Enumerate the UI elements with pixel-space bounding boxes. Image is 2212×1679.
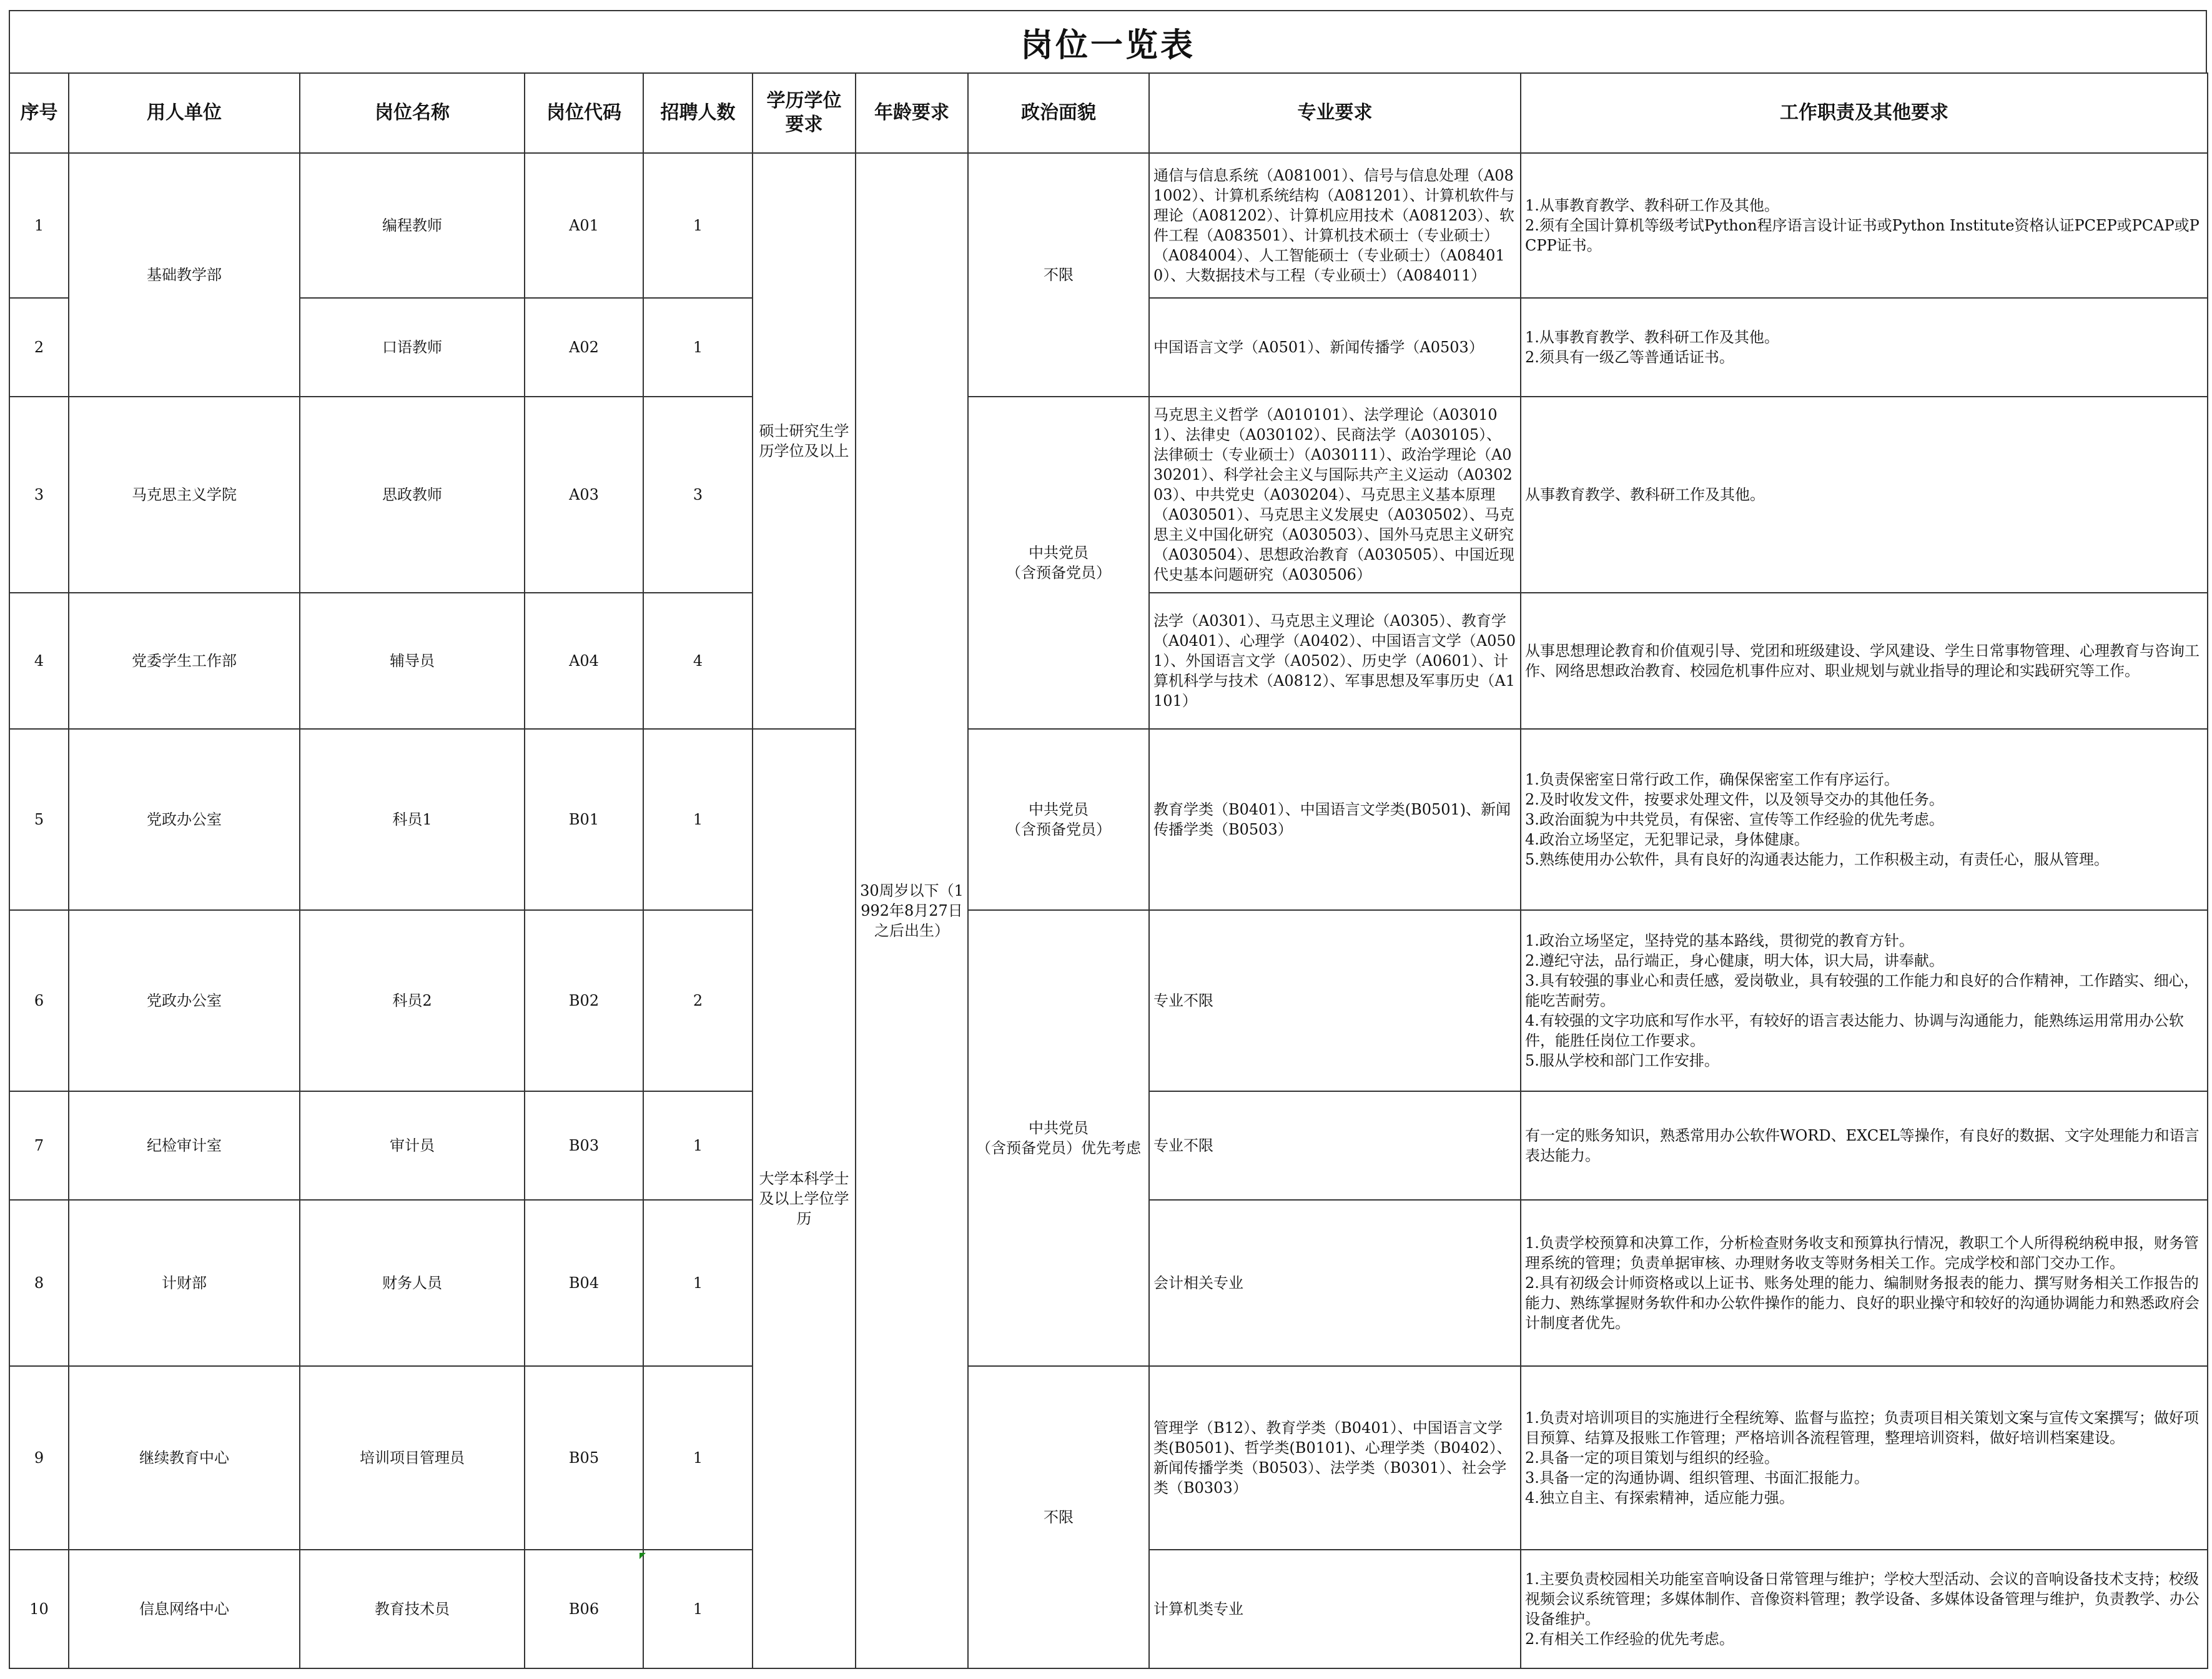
cell-count: 1 — [643, 298, 753, 397]
cell-unit: 信息网络中心 — [69, 1550, 300, 1668]
cell-position: 编程教师 — [300, 153, 525, 298]
cell-seq: 7 — [9, 1091, 69, 1200]
cell-unit: 党政办公室 — [69, 910, 300, 1091]
cell-duties: 1.从事教育教学、教科研工作及其他。 2.须具有一级乙等普通话证书。 — [1521, 298, 2208, 397]
cell-major: 管理学（B12）、教育学类（B0401）、中国语言文学类(B0501)、哲学类(B0101)、心理学类（B0402）、新闻传播学类（B0503）、法学类（B0301）、社会学类（B0303） — [1149, 1366, 1521, 1550]
cell-political: 中共党员 （含预备党员） — [968, 729, 1149, 910]
cell-position: 口语教师 — [300, 298, 525, 397]
header-education: 学历学位 要求 — [753, 73, 856, 153]
cell-count: 3 — [643, 397, 753, 593]
cell-major: 通信与信息系统（A081001）、信号与信息处理（A081002）、计算机系统结构（A081201）、计算机软件与理论（A081202）、计算机应用技术（A081203）、软件工程（A083501）、计算机技术硕士（专业硕士）（A084004）、人工智能硕士（专业硕士）（A084010）、大数据技术与工程（专业硕士）（A084011） — [1149, 153, 1521, 298]
cell-duties: 有一定的账务知识，熟悉常用办公软件WORD、EXCEL等操作，有良好的数据、文字处理能力和语言表达能力。 — [1521, 1091, 2208, 1200]
header-row — [9, 73, 2208, 153]
cell-unit: 党政办公室 — [69, 729, 300, 910]
cell-major: 法学（A0301）、马克思主义理论（A0305）、教育学（A0401）、心理学（A0402）、中国语言文学（A0501）、外国语言文学（A0502）、历史学（A0601）、计算机科学与技术（A0812）、军事思想及军事历史（A1101） — [1149, 593, 1521, 729]
table-row — [9, 397, 2208, 593]
cell-major: 专业不限 — [1149, 1091, 1521, 1200]
cell-seq: 10 — [9, 1550, 69, 1668]
cell-position: 科员1 — [300, 729, 525, 910]
cell-seq: 1 — [9, 153, 69, 298]
header-count: 招聘人数 — [643, 73, 753, 153]
cell-major: 中国语言文学（A0501）、新闻传播学（A0503） — [1149, 298, 1521, 397]
header-seq: 序号 — [9, 73, 69, 153]
cell-position: 财务人员 — [300, 1200, 525, 1366]
cell-comment-marker — [639, 1553, 646, 1559]
table-row — [9, 729, 2208, 910]
cell-political: 中共党员 （含预备党员） — [968, 397, 1149, 729]
cell-political: 不限 — [968, 153, 1149, 397]
positions-table — [9, 72, 2208, 1669]
cell-position: 思政教师 — [300, 397, 525, 593]
header-major: 专业要求 — [1149, 73, 1521, 153]
cell-unit: 纪检审计室 — [69, 1091, 300, 1200]
cell-unit: 继续教育中心 — [69, 1366, 300, 1550]
cell-major: 专业不限 — [1149, 910, 1521, 1091]
cell-duties: 1.主要负责校园相关功能室音响设备日常管理与维护；学校大型活动、会议的音响设备技术支持；校级视频会议系统管理；多媒体制作、音像资料管理；教学设备、多媒体设备管理与维护，负责教学、办公设备维护。 2.有相关工作经验的优先考虑。 — [1521, 1550, 2208, 1668]
cell-count: 1 — [643, 1366, 753, 1550]
cell-unit: 马克思主义学院 — [69, 397, 300, 593]
cell-code: B01 — [525, 729, 643, 910]
cell-unit: 党委学生工作部 — [69, 593, 300, 729]
spreadsheet — [9, 10, 2207, 1669]
header-code: 岗位代码 — [525, 73, 643, 153]
cell-duties: 1.负责保密室日常行政工作，确保保密室工作有序运行。 2.及时收发文件，按要求处理文件，以及领导交办的其他任务。 3.政治面貌为中共党员，有保密、宣传等工作经验的优先考虑。 4.政治立场坚定，无犯罪记录，身体健康。 5.熟练使用办公软件，具有良好的沟通表达能力，工作积极主动，有责任心，服从管理。 — [1521, 729, 2208, 910]
cell-duties: 1.负责对培训项目的实施进行全程统筹、监督与监控；负责项目相关策划文案与宣传文案撰写；做好项目预算、结算及报账工作管理；严格培训各流程管理，整理培训资料，做好培训档案建设。 2.具备一定的项目策划与组织的经验。 3.具备一定的沟通协调、组织管理、书面汇报能力。 4.独立自主、有探索精神，适应能力强。 — [1521, 1366, 2208, 1550]
cell-duties: 1.从事教育教学、教科研工作及其他。 2.须有全国计算机等级考试Python程序语言设计证书或Python Institute资格认证PCEP或PCAP或PCPP证书。 — [1521, 153, 2208, 298]
cell-code: B04 — [525, 1200, 643, 1366]
cell-code: A03 — [525, 397, 643, 593]
cell-count: 4 — [643, 593, 753, 729]
title-row — [9, 10, 2207, 72]
cell-major: 会计相关专业 — [1149, 1200, 1521, 1366]
cell-seq: 3 — [9, 397, 69, 593]
cell-education: 硕士研究生学历学位及以上 — [753, 153, 856, 729]
cell-unit: 计财部 — [69, 1200, 300, 1366]
cell-position: 培训项目管理员 — [300, 1366, 525, 1550]
cell-code: B05 — [525, 1366, 643, 1550]
cell-position: 教育技术员 — [300, 1550, 525, 1668]
cell-education: 大学本科学士及以上学位学历 — [753, 729, 856, 1668]
header-unit: 用人单位 — [69, 73, 300, 153]
cell-count: 1 — [643, 1091, 753, 1200]
cell-major: 计算机类专业 — [1149, 1550, 1521, 1668]
cell-unit: 基础教学部 — [69, 153, 300, 397]
table-row — [9, 1366, 2208, 1550]
cell-major: 马克思主义哲学（A010101）、法学理论（A030101）、法律史（A030102）、民商法学（A030105）、法律硕士（专业硕士）（A030111）、政治学理论（A030201）、科学社会主义与国际共产主义运动（A030203）、中共党史（A030204）、马克思主义基本原理（A030501）、马克思主义发展史（A030502）、马克思主义中国化研究（A030503）、国外马克思主义研究（A030504）、思想政治教育（A030505）、中国近现代史基本问题研究（A030506） — [1149, 397, 1521, 593]
cell-seq: 5 — [9, 729, 69, 910]
cell-duties: 1.政治立场坚定，坚持党的基本路线，贯彻党的教育方针。 2.遵纪守法，品行端正，身心健康，明大体，识大局，讲奉献。 3.具有较强的事业心和责任感，爱岗敬业，具有较强的工作能力和良好的合作精神，工作踏实、细心，能吃苦耐劳。 4.有较强的文字功底和写作水平，有较好的语言表达能力、协调与沟通能力，能熟练运用常用办公软件，能胜任岗位工作要求。 5.服从学校和部门工作安排。 — [1521, 910, 2208, 1091]
cell-duties: 1.负责学校预算和决算工作，分析检查财务收支和预算执行情况，教职工个人所得税纳税申报，财务管理系统的管理；负责单据审核、办理财务收支等财务相关工作。完成学校和部门交办工作。 2.具有初级会计师资格或以上证书、账务处理的能力、编制财务报表的能力、撰写财务相关工作报告的能力、熟练掌握财务软件和办公软件操作的能力、良好的职业操守和较好的沟通协调能力和熟悉政府会计制度者优先。 — [1521, 1200, 2208, 1366]
header-duties: 工作职责及其他要求 — [1521, 73, 2208, 153]
cell-code: B02 — [525, 910, 643, 1091]
cell-count: 1 — [643, 1200, 753, 1366]
cell-code: B03 — [525, 1091, 643, 1200]
cell-position: 辅导员 — [300, 593, 525, 729]
table-row — [9, 153, 2208, 298]
cell-seq: 2 — [9, 298, 69, 397]
header-political: 政治面貌 — [968, 73, 1149, 153]
cell-count: 2 — [643, 910, 753, 1091]
table-title: 岗位一览表 — [1020, 26, 1195, 64]
cell-seq: 6 — [9, 910, 69, 1091]
cell-duties: 从事教育教学、教科研工作及其他。 — [1521, 397, 2208, 593]
cell-duties: 从事思想理论教育和价值观引导、党团和班级建设、学风建设、学生日常事物管理、心理教育与咨询工作、网络思想政治教育、校园危机事件应对、职业规划与就业指导的理论和实践研究等工作。 — [1521, 593, 2208, 729]
header-age: 年龄要求 — [856, 73, 968, 153]
cell-seq: 4 — [9, 593, 69, 729]
header-position: 岗位名称 — [300, 73, 525, 153]
cell-political: 中共党员 （含预备党员）优先考虑 — [968, 910, 1149, 1366]
cell-code: A02 — [525, 298, 643, 397]
cell-count: 1 — [643, 729, 753, 910]
cell-count: 1 — [643, 1550, 753, 1668]
cell-position: 审计员 — [300, 1091, 525, 1200]
cell-code: A04 — [525, 593, 643, 729]
cell-code: A01 — [525, 153, 643, 298]
cell-code: B06 — [525, 1550, 643, 1668]
cell-position: 科员2 — [300, 910, 525, 1091]
cell-seq: 8 — [9, 1200, 69, 1366]
cell-political: 不限 — [968, 1366, 1149, 1668]
cell-count: 1 — [643, 153, 753, 298]
cell-major: 教育学类（B0401）、中国语言文学类(B0501)、新闻传播学类（B0503） — [1149, 729, 1521, 910]
cell-age: 30周岁以下（1992年8月27日之后出生） — [856, 153, 968, 1668]
cell-seq: 9 — [9, 1366, 69, 1550]
table-row — [9, 910, 2208, 1091]
